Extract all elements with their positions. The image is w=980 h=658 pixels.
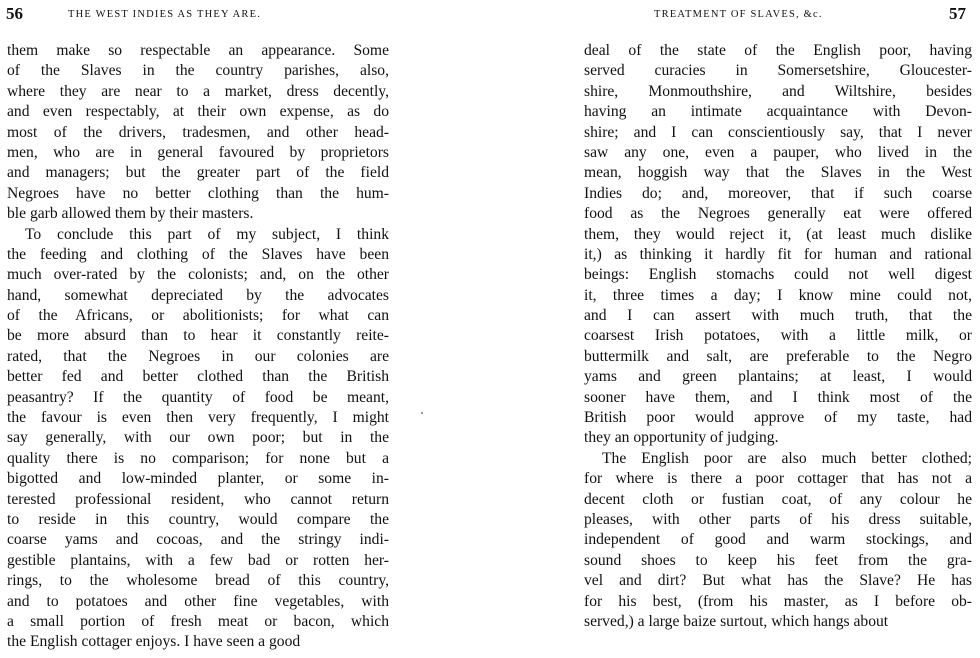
text-line: deal of the state of the English poor, having [584, 42, 972, 59]
text-line: decent cloth or fustian coat, of any colour he [584, 490, 972, 508]
text-line: served,) a large baize surtout, which hangs about [584, 612, 889, 630]
gutter-speck [421, 412, 423, 414]
left-page-text [7, 41, 389, 653]
text-line: and managers; but the greater part of the field [7, 164, 389, 182]
text-line: to reside in this country, would compare the [7, 510, 389, 528]
text-line: independent of good and warm stockings, and [584, 531, 972, 549]
text-line: and even respectably, at their own expense, as do [7, 103, 389, 121]
text-line: them, they would reject it, (at least much dislike [584, 225, 972, 243]
text-line: hand, somewhat depreciated by the advocates [7, 286, 389, 304]
text-line: of the Africans, or abolitionists; for what can [7, 307, 389, 325]
text-line: it, three times a day; I know mine could not, [584, 286, 972, 304]
text-line: ble garb allowed them by their masters. [7, 205, 254, 223]
text-line: for where is there a poor cottager that has not a [584, 470, 972, 488]
text-line: having an intimate acquaintance with Devon- [584, 103, 972, 121]
text-line: Indies do; and, moreover, that if such coarse [584, 184, 972, 202]
text-line: they an opportunity of judging. [584, 429, 779, 447]
text-line: rated, that the Negroes in our colonies are [7, 347, 389, 365]
right-page [570, 0, 980, 658]
text-line: mean, hoggish way that the Slaves in the West [584, 164, 972, 182]
text-line: The English poor are also much better clothed; [602, 449, 972, 467]
text-line: the English cottager enjoys. I have seen a good [7, 633, 301, 651]
text-line: served curacies in Somersetshire, Gloucester- [584, 62, 972, 80]
text-line: say generally, with our own poor; but in the [7, 429, 389, 447]
left-page [0, 0, 400, 658]
running-head-left [0, 4, 400, 26]
text-line: the feeding and clothing of the Slaves have been [7, 245, 389, 263]
text-line: vel and dirt? But what has the Slave? He has [584, 572, 972, 590]
text-line: of the Slaves in the country parishes, also, [7, 62, 389, 80]
text-line: To conclude this part of my subject, I think [25, 225, 389, 243]
text-line: it,) as thinking it hardly fit for human and rational [584, 245, 972, 263]
text-line: and I can assert with much truth, that the [584, 307, 972, 325]
text-line: saw any one, even a pauper, who lived in the [584, 143, 972, 161]
text-line: gestible plantains, with a few bad or rotten her- [7, 551, 389, 569]
text-line: quality there is no comparison; for none but a [7, 449, 389, 467]
text-line: sooner have them, and I think most of the [584, 388, 972, 406]
text-line: peasantry? If the quantity of food be meant, [7, 388, 389, 406]
running-head-title-left: THE WEST INDIES AS THEY ARE. [68, 9, 262, 20]
text-line: for his best, (from his master, as I before ob- [584, 592, 972, 610]
text-line: and to potatoes and other fine vegetables, with [7, 592, 389, 610]
text-line: shire, Monmouthshire, and Wiltshire, besides [584, 82, 972, 100]
page-number-right: 57 [949, 4, 966, 23]
text-line: buttermilk and salt, are preferable to the Negro [584, 347, 972, 365]
text-line: the favour is even then very frequently, I might [7, 409, 389, 427]
text-line: sound shoes to keep his feet from the gra- [584, 551, 972, 569]
text-line: rings, to the wholesome bread of this country, [7, 572, 389, 590]
running-head-right [570, 4, 980, 26]
page-number-left: 56 [6, 4, 23, 23]
text-line: Negroes have no better clothing than the hum- [7, 184, 389, 202]
text-line: better fed and better clothed than the British [7, 368, 389, 386]
text-line: beings: English stomachs could not well digest [584, 266, 972, 284]
running-head-title-right: TREATMENT OF SLAVES, &c. [654, 9, 823, 20]
text-line: where they are near to a market, dress decently, [7, 82, 389, 100]
text-line: be more absurd than to hear it constantly reite- [7, 327, 389, 345]
text-line: bigotted and low-minded planter, or some in- [7, 470, 389, 488]
text-line: pleases, with other parts of his dress suitable, [584, 510, 972, 528]
text-line: men, who are in general favoured by proprietors [7, 143, 389, 161]
right-page-text [584, 41, 972, 632]
text-line: shire; and I can conscientiously say, that I never [584, 123, 972, 141]
text-line: them make so respectable an appearance. Some [7, 42, 389, 59]
text-line: British poor would approve of my taste, had [584, 409, 972, 427]
text-line: much over-rated by the colonists; and, on the other [7, 266, 389, 284]
text-line: terested professional resident, who cannot return [7, 490, 389, 508]
text-line: yams and green plantains; at least, I would [584, 368, 972, 386]
text-line: coarsest Irish potatoes, with a little milk, or [584, 327, 972, 345]
text-line: coarse yams and cocoas, and the stringy indi- [7, 531, 389, 549]
text-line: food as the Negroes generally eat were offered [584, 205, 972, 223]
text-line: most of the drivers, tradesmen, and other head- [7, 123, 389, 141]
text-line: a small portion of fresh meat or bacon, which [7, 612, 389, 630]
